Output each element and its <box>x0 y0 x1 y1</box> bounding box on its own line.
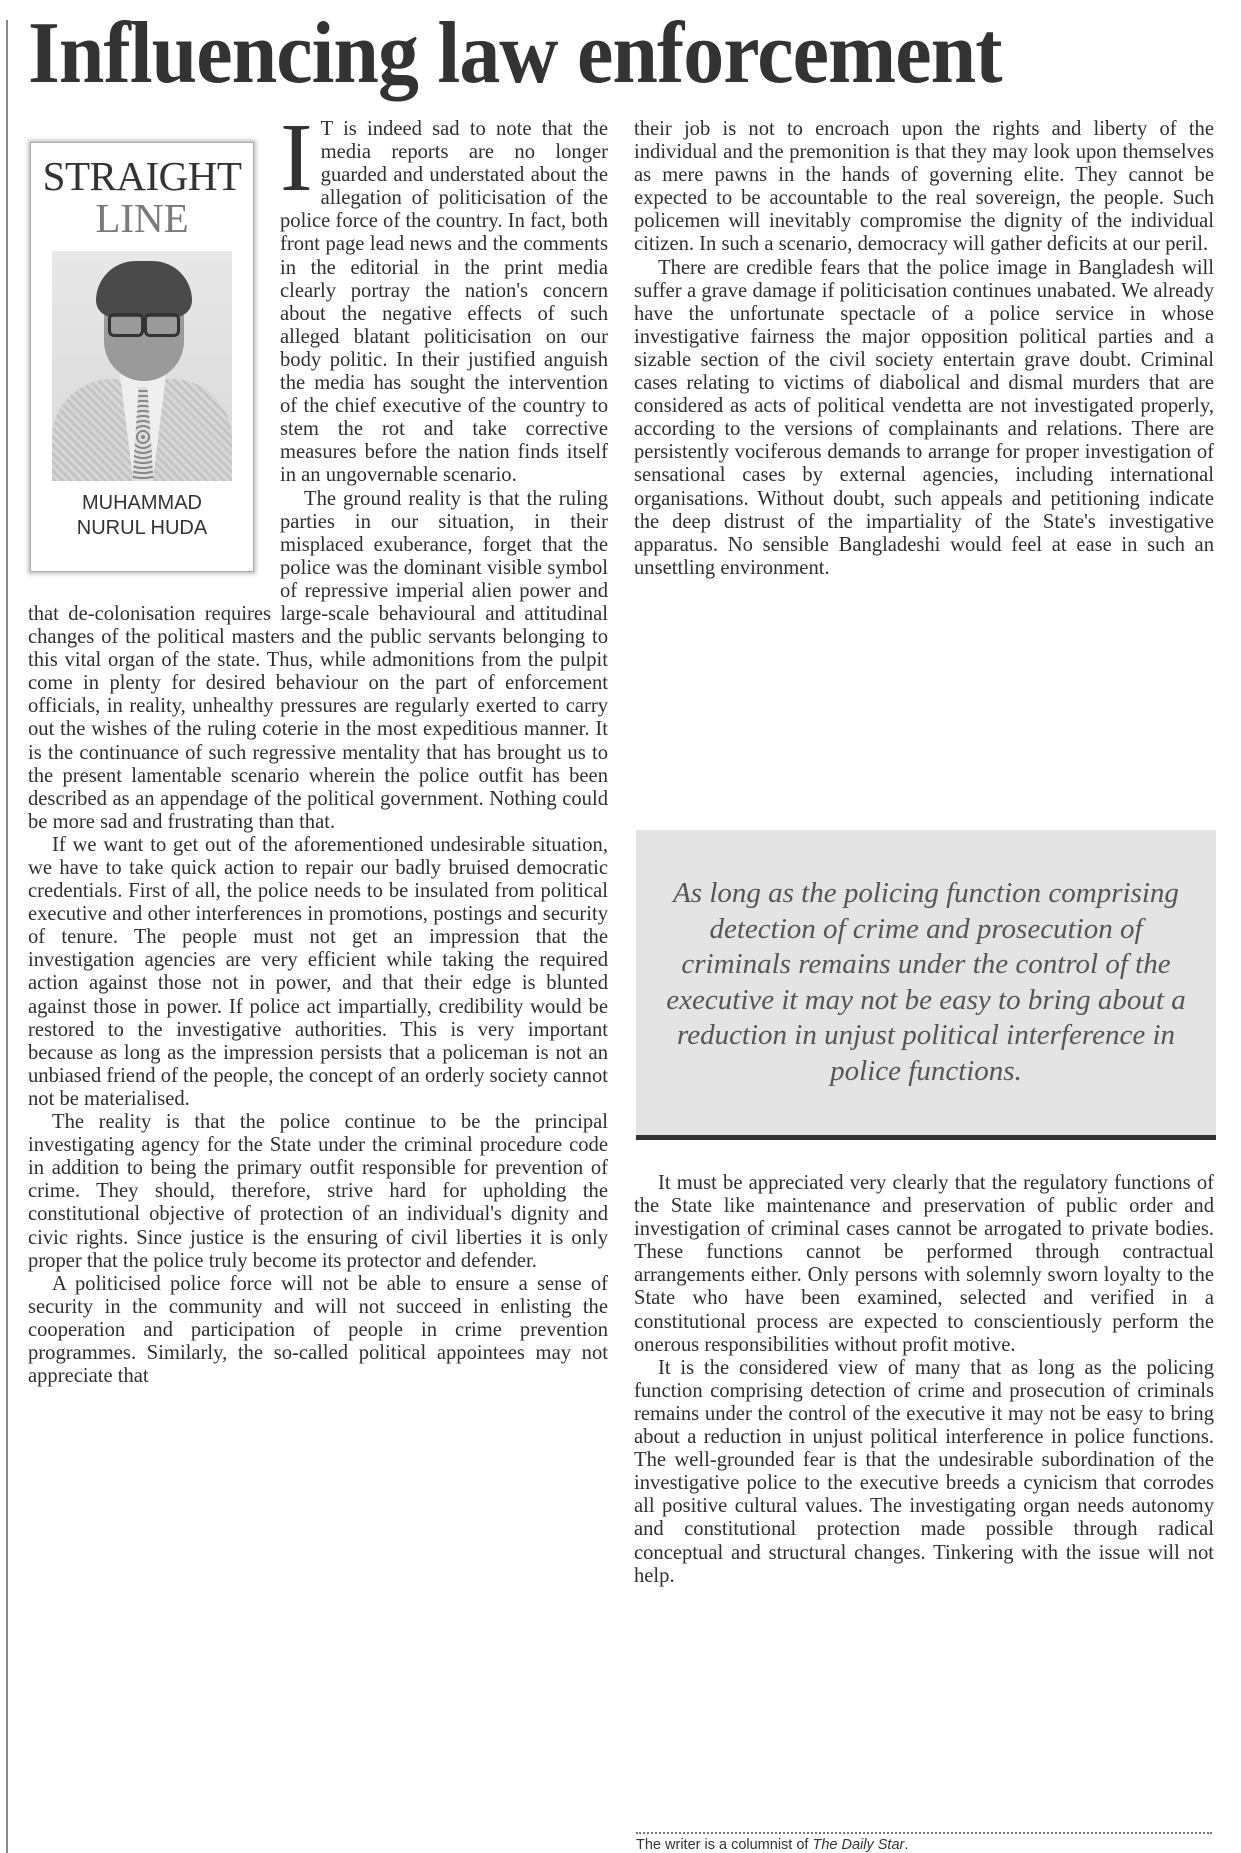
paragraph: The ground reality is that the ruling parties in our situation, in their misplaced exuberance, forget that the police was the dominant visible symbol of repressive imperial alien power and that de-colonisation requires large-scale behavioural and attitudinal changes of the political masters and the public servants belonging to this vital organ of the state. Thus, while admonitions from the pulpit come in plenty for desired behaviour on the part of enforcement officials, in reality, unhealthy pressures are regularly exerted to carry out the wishes of the ruling coterie in the most expeditious manner. It is the continuance of such regressive mentality that has brought us to the present lamentable scenario wherein the police outfit has been described as an appendage of the political government. Nothing could be more sad and frustrating than that. <box>28 487 608 833</box>
paragraph: It is the considered view of many that as long as the policing function comprising detection of crime and prosecution of criminals remains under the control of the executive it may not be easy to bring about a reduction in unjust political interference in police functions. The well-grounded fear is that the undesirable subordination of the investigative police to the executive breeds a cynicism that corrodes all positive cultural values. The investigating organ needs autonomy and constitutional protection made possible through radical conceptual and structural changes. Tinkering with the issue will not help. <box>634 1356 1214 1587</box>
paragraph: It must be appreciated very clearly that the regulatory functions of the State like maintenance and preservation of public order and investigation of criminal cases cannot be arrogated to private bodies. These functions cannot be performed through contractual arrangements either. Only persons with solemnly sworn loyalty to the State who have been examined, selected and verified in a constitutional process are expected to conscientiously perform the onerous responsibilities without profit motive. <box>634 1172 1214 1356</box>
author-name-first: MUHAMMAD <box>82 492 202 514</box>
author-footnote: The writer is a columnist of The Daily Star. <box>636 1837 909 1853</box>
article-column-left <box>28 104 608 1388</box>
page-margin-rule <box>6 20 8 1853</box>
article-column-right <box>634 118 1214 580</box>
author-name-last: NURUL HUDA <box>76 517 208 539</box>
column-title-straight: STRAIGHT <box>42 153 242 199</box>
paragraph-intro: I T is indeed sad to note that the media reports are no longer guarded and understated about the allegation of politicisation of the police force of the country. In fact, both front page lead news and the comments in the editorial in the print media clearly portray the nation's concern about the negative effects of such alleged blatant politicisation on our body politic. In their justified anguish the media has sought the intervention of the chief executive of the country to stem the rot and take corrective measures before the nation finds itself in an ungovernable scenario. <box>280 104 608 487</box>
dotted-divider <box>636 1832 1212 1834</box>
paragraph: A politicised police force will not be able to ensure a sense of security in the community and will not succeed in enlisting the cooperation and participation of people in crime prevention programmes. Similarly, the so-called political appointees may not appreciate that <box>28 1272 608 1388</box>
pull-quote <box>636 830 1216 1140</box>
paragraph: There are credible fears that the police image in Bangladesh will suffer a grave damage if politicisation continues unabated. We already have the unfortunate spectacle of a police service in whose investigative fairness the major opposition political parties and a sizable section of the civil society entertain grave doubt. Criminal cases relating to victims of diabolical and dismal murders that are considered as acts of political vendetta are not investigated properly, according to the versions of complainants and relations. There are persistently vociferous demands to arrange for proper investigation of sensational cases by external agencies, including international organisations. Without doubt, such appeals and petitioning indicate the deep distrust of the impartiality of the State's investigative apparatus. No sensible Bangladeshi would feel at ease in such an unsettling environment. <box>634 256 1214 579</box>
column-title-line: LINE <box>95 195 189 241</box>
paragraph: their job is not to encroach upon the rights and liberty of the individual and the premonition is that they may look upon themselves as mere pawns in the hands of governing elite. They cannot be expected to be accountable to the real sovereign, the people. Such policemen will inevitably compromise the dignity of the individual citizen. In such a scenario, democracy will gather deficits at our peril. <box>634 118 1214 256</box>
headline: Influencing law enforcement <box>28 5 1002 102</box>
paragraph: The reality is that the police continue to be the principal investigating agency for the State under the criminal procedure code in addition to being the primary outfit responsible for prevention of crime. They should, therefore, strive hard for upholding the constitutional objective of protection of an individual's dignity and civic rights. Since justice is the ensuring of civil liberties it is only proper that the police truly become its protector and defender. <box>28 1111 608 1272</box>
pull-quote-text: As long as the policing function comprising detection of crime and prosecution of criminals remains under the control of the executive it may not be easy to bring about a reduction in unjust political interference in police functions. <box>666 877 1186 1087</box>
publication-name: The Daily Star <box>812 1837 905 1853</box>
dropcap: I <box>280 104 313 212</box>
author-photo <box>52 251 232 481</box>
column-badge <box>30 142 254 572</box>
paragraph: If we want to get out of the aforementioned undesirable situation, we have to take quick action to repair our badly bruised democratic credentials. First of all, the police needs to be insulated from political executive and other interferences in promotions, postings and security of tenure. The people must not get an impression that the investigation agencies are very efficient while taking the required action against those not in power, and that their edge is blunted against those in power. If police act impartially, credibility would be restored to the investigative authorities. This is very important because as long as the impression persists that a policeman is not an unbiased friend of the people, the concept of an orderly society cannot not be materialised. <box>28 833 608 1110</box>
article-column-right-lower <box>634 1172 1214 1588</box>
